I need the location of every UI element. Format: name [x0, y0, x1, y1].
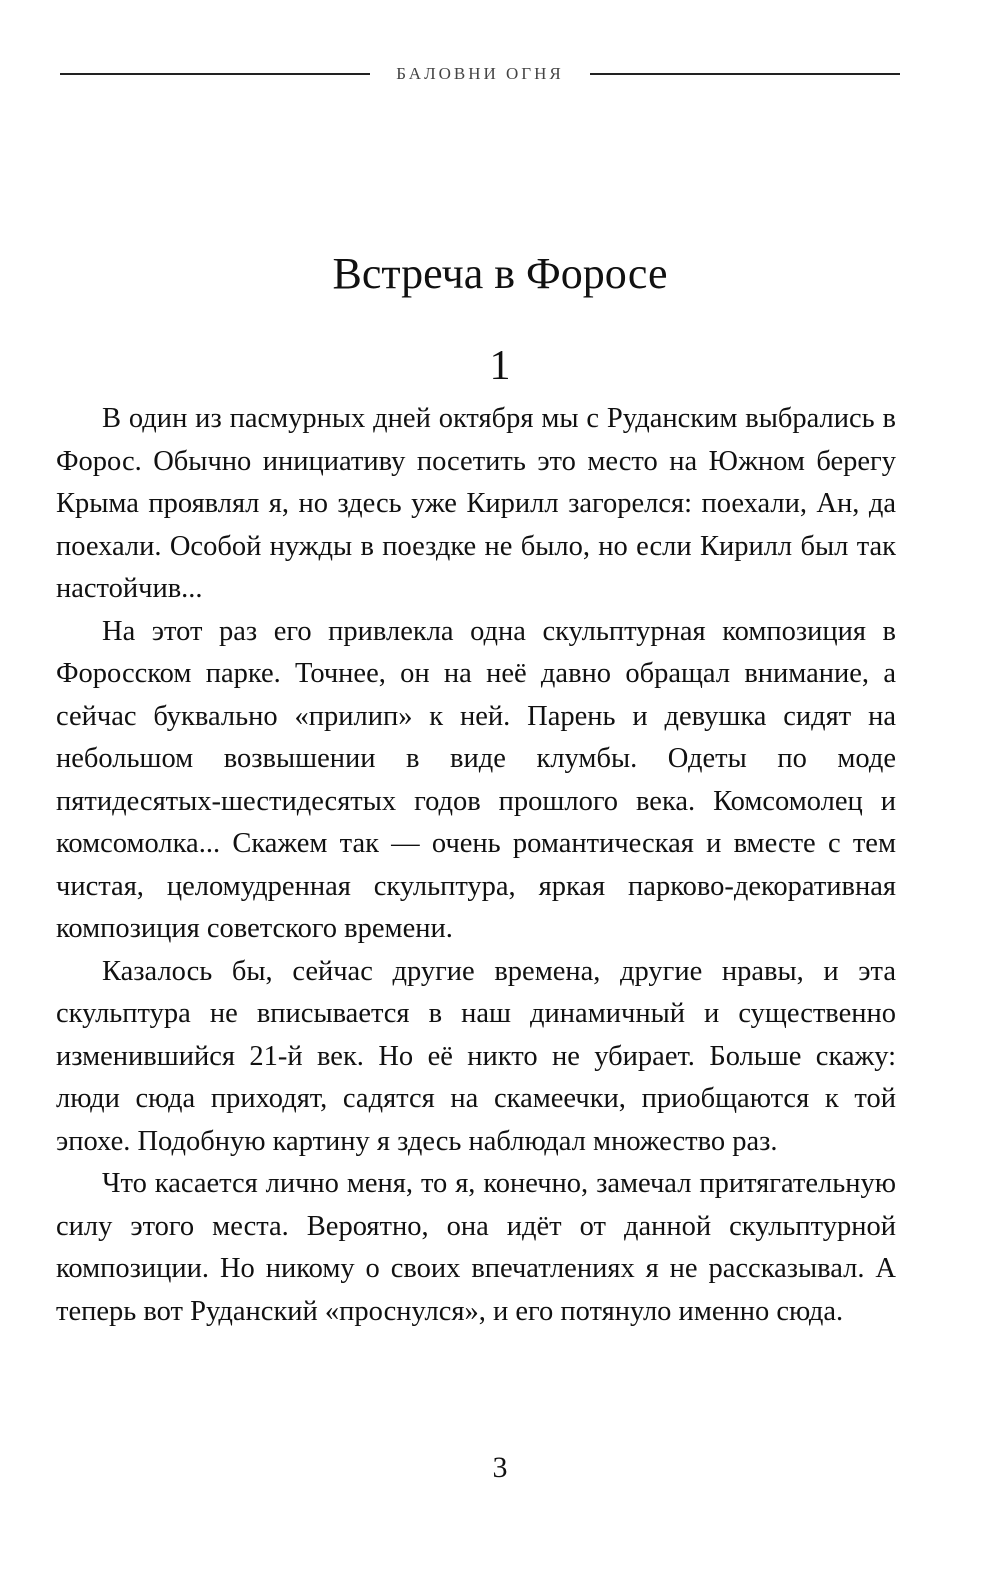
paragraph: Что касается лично меня, то я, конечно, замечал притягательную силу этого места. Вероятно, она идёт от данной скульптурной композиции. Но никому о своих впечатлениях я не рассказывал. А теперь вот Руданский «проснулся», и его потянуло именно сюда.	[56, 1168, 896, 1327]
body-text	[56, 398, 896, 1333]
chapter-title: Встреча в Форосе	[332, 249, 668, 298]
header-rule-right	[590, 73, 900, 75]
header-rule-left	[60, 73, 370, 75]
paragraph: На этот раз его привлекла одна скульптурная композиция в Форосском парке. Точнее, он на неё давно обращал внимание, а сейчас буквально «прилип» к ней. Парень и девушка сидят на небольшом возвышении в виде клумбы. Одеты по моде пятидесятых-шестидесятых годов прошлого века. Комсомолец и комсомолка... Скажем так — очень романтическая и вместе с тем чистая, целомудренная скульптура, яркая парково-декоративная композиция советского времени.	[56, 615, 896, 944]
section-number: 1	[489, 343, 511, 389]
running-header	[60, 62, 900, 86]
page-number: 3	[492, 1451, 508, 1484]
running-title: БАЛОВНИ ОГНЯ	[396, 64, 564, 83]
paragraph: Казалось бы, сейчас другие времена, другие нравы, и эта скульптура не вписывается в наш динамичный и существенно изменившийся 21-й век. Но её никто не убирает. Больше скажу: люди сюда приходят, садятся на скамеечки, приобщаются к той эпохе. Подобную картину я здесь наблюдал множество раз.	[56, 955, 896, 1157]
paragraph: В один из пасмурных дней октября мы с Руданским выбрались в Форос. Обычно инициативу посетить это место на Южном берегу Крыма проявлял я, но здесь уже Кирилл загорелся: поехали, Ан, да поехали. Особой нужды в поездке не было, но если Кирилл был так настойчив...	[56, 403, 896, 604]
